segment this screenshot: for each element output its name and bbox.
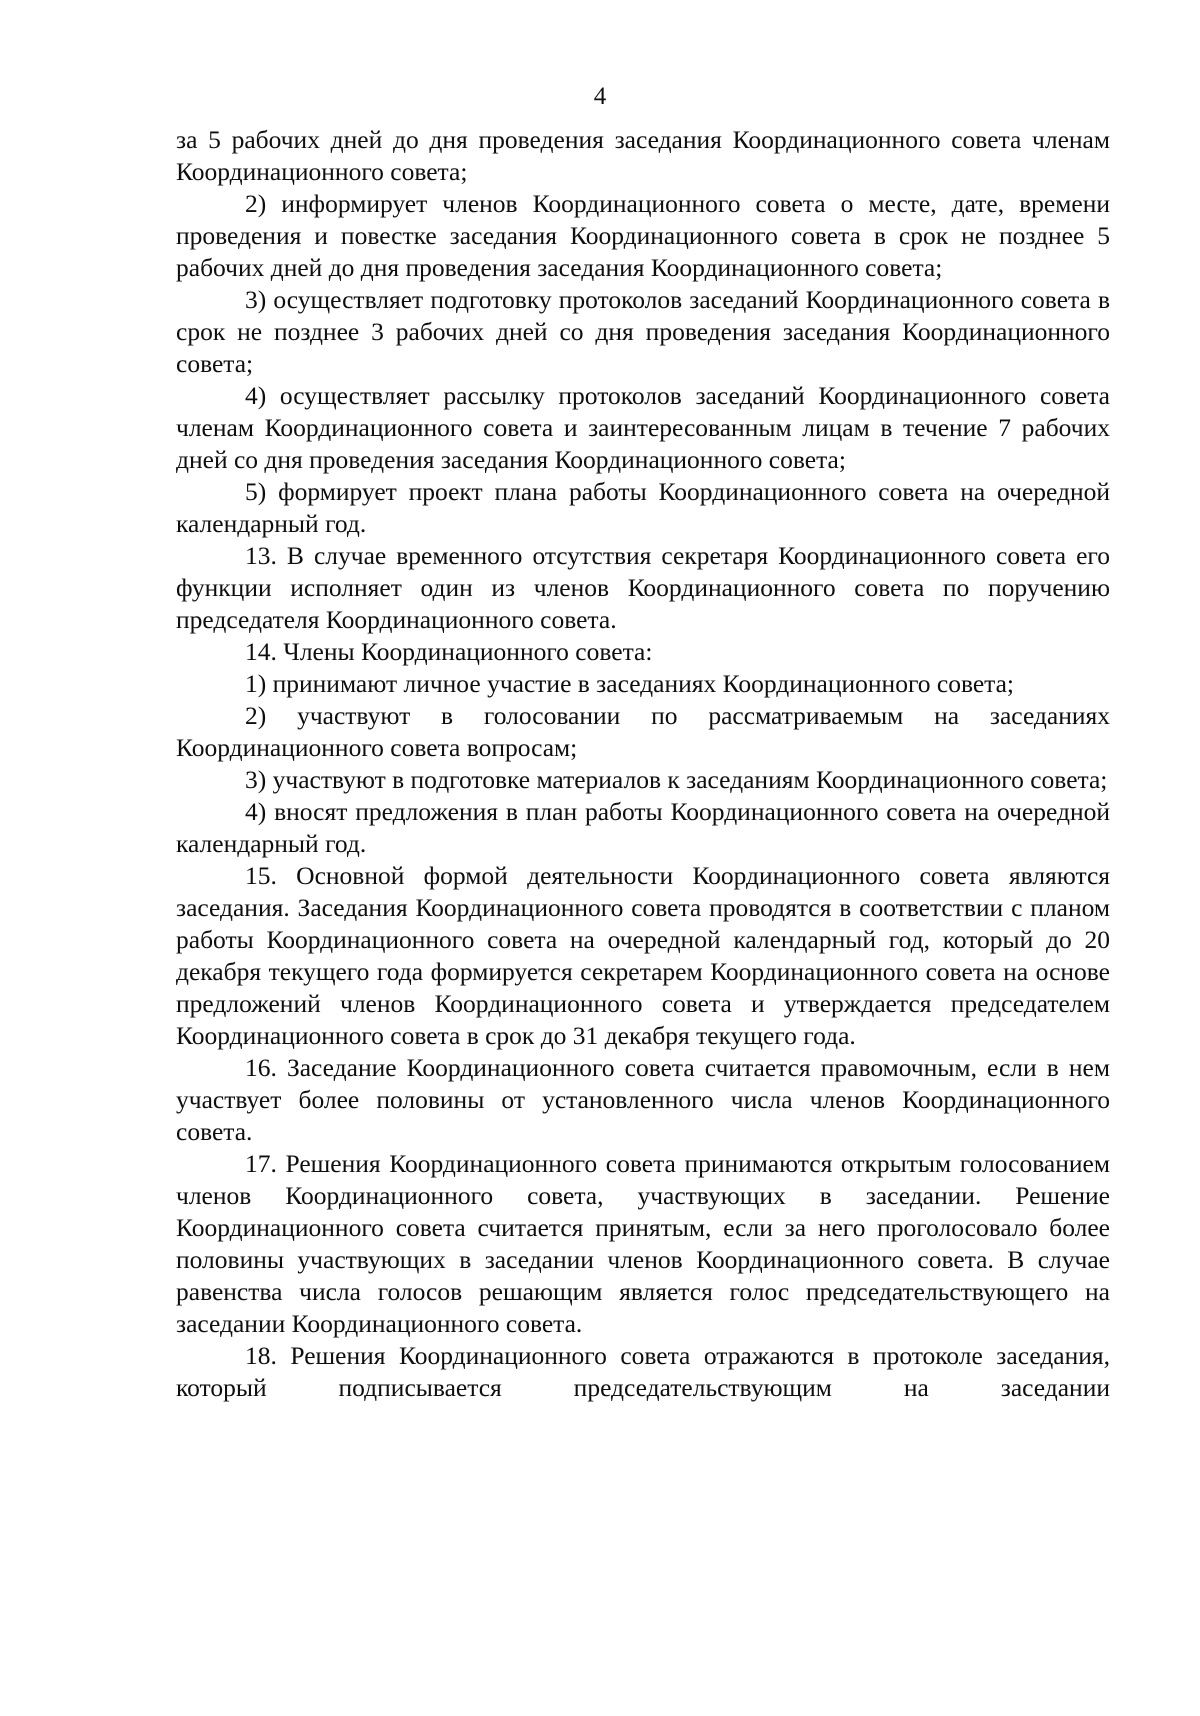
paragraph-item-3: 3) осуществляет подготовку протоколов заседаний Координационного совета в срок не позднее 3 рабочих дней со дня проведения заседания Координационного совета; <box>176 285 1110 378</box>
page-number: 4 <box>593 83 607 110</box>
paragraph-16: 16. Заседание Координационного совета считается правомочным, если в нем участвует более половины от установленного числа членов Координационного совета. <box>176 1053 1110 1146</box>
document-text <box>176 124 1110 1404</box>
paragraph-item-5: 5) формирует проект плана работы Координационного совета на очередной календарный год. <box>176 477 1110 538</box>
paragraph-18: 18. Решения Координационного совета отражаются в протоколе заседания, который подписывается председательствующим на заседании <box>176 1341 1110 1402</box>
paragraph-14-item-2: 2) участвуют в голосовании по рассматриваемым на заседаниях Координационного совета вопросам; <box>176 701 1110 762</box>
paragraph-17: 17. Решения Координационного совета принимаются открытым голосованием членов Координационного совета, участвующих в заседании. Решение Координационного совета считается принятым, если за него проголосовало более половины участвующих в заседании членов Координационного совета. В случае равенства числа голосов решающим является голос председательствующего на заседании Координационного совета. <box>176 1149 1110 1338</box>
paragraph-item-4: 4) осуществляет рассылку протоколов заседаний Координационного совета членам Координационного совета и заинтересованным лицам в течение 7 рабочих дней со дня проведения заседания Координационного совета; <box>176 381 1110 474</box>
paragraph-14-item-1: 1) принимают личное участие в заседаниях Координационного совета; <box>245 669 1015 698</box>
paragraph-15: 15. Основной формой деятельности Координационного совета являются заседания. Заседания Координационного совета проводятся в соответствии с планом работы Координационного совета на очередной календарный год, который до 20 декабря текущего года формируется секретарем Координационного совета на основе предложений членов Координационного совета и утверждается председателем Координационного совета в срок до 31 декабря текущего года. <box>176 861 1110 1050</box>
paragraph-14-item-4: 4) вносят предложения в план работы Координационного совета на очередной календарный год. <box>176 797 1110 858</box>
paragraph-14: 14. Члены Координационного совета: <box>245 637 653 666</box>
paragraph-item-2: 2) информирует членов Координационного совета о месте, дате, времени проведения и повестке заседания Координационного совета в срок не позднее 5 рабочих дней до дня проведения заседания Координационного совета; <box>176 189 1110 282</box>
paragraph-continuation: за 5 рабочих дней до дня проведения заседания Координационного совета членам Координационного совета; <box>176 125 1110 186</box>
paragraph-13: 13. В случае временного отсутствия секретаря Координационного совета его функции исполняет один из членов Координационного совета по поручению председателя Координационного совета. <box>176 541 1110 634</box>
paragraph-14-item-3: 3) участвуют в подготовке материалов к заседаниям Координационного совета; <box>245 765 1108 794</box>
